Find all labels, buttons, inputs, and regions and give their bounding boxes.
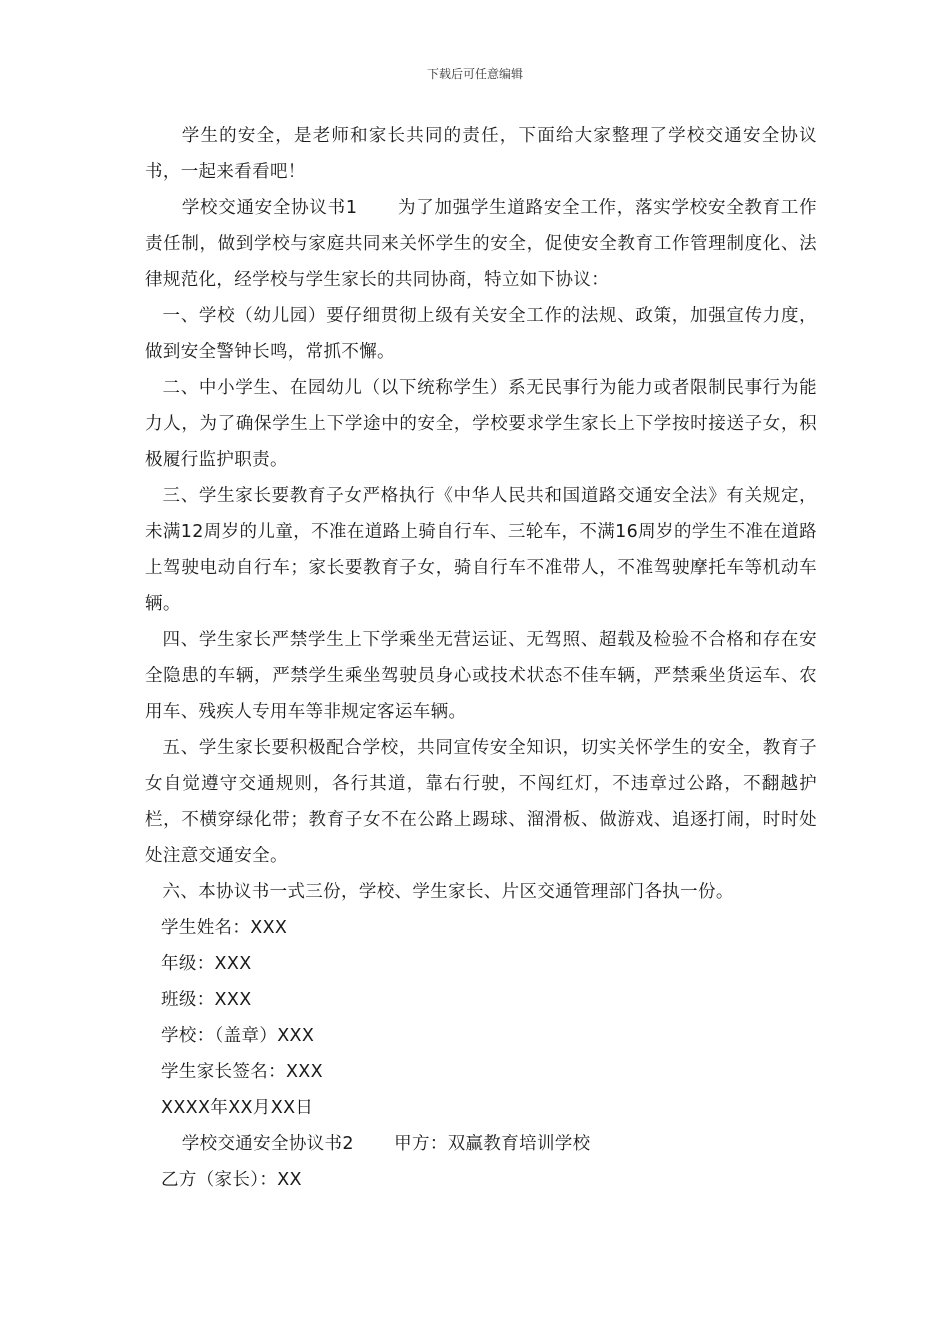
field-date: XXXX年XX月XX日 bbox=[161, 1098, 314, 1118]
field-class: 班级：XXX bbox=[161, 990, 252, 1010]
clause-5: 五、学生家长要积极配合学校，共同宣传安全知识，切实关怀学生的安全，教育子女自觉遵守交通规则，各行其道，靠右行驶，不闯红灯，不违章过公路，不翻越护栏，不横穿绿化带；教育子女不在公路上踢球、溜滑板、做游戏、追逐打闹，时时处处注意交通安全。 bbox=[145, 738, 817, 866]
field-school: 学校：（盖章）XXX bbox=[161, 1026, 315, 1046]
field-grade: 年级：XXX bbox=[161, 954, 252, 974]
agreement2-title: 学校交通安全协议书2 bbox=[181, 1134, 354, 1154]
agreement1-preamble: 为了加强学生道路安全工作，落实学校安全教育工作责任制，做到学校与家庭共同来关怀学生的安全，促使安全教育工作管理制度化、法律规范化，经学校与学生家长的共同协商，特立如下协议： bbox=[145, 198, 817, 290]
clause-6: 六、本协议书一式三份，学校、学生家长、片区交通管理部门各执一份。 bbox=[162, 882, 734, 902]
page-header-note: 下载后可任意编辑 bbox=[426, 67, 523, 81]
agreement2-party-a: 甲方：双赢教育培训学校 bbox=[394, 1134, 591, 1154]
agreement1-title: 学校交通安全协议书1 bbox=[181, 198, 358, 218]
agreement2-opening bbox=[145, 1126, 817, 1162]
agreement2-party-b: 乙方（家长）：XX bbox=[161, 1170, 302, 1190]
field-student-name: 学生姓名：XXX bbox=[161, 918, 288, 938]
field-parent-signature: 学生家长签名：XXX bbox=[161, 1062, 323, 1082]
clause-2: 二、中小学生、在园幼儿（以下统称学生）系无民事行为能力或者限制民事行为能力人，为了确保学生上下学途中的安全，学校要求学生家长上下学按时接送子女，积极履行监护职责。 bbox=[145, 378, 817, 470]
document-body bbox=[145, 118, 817, 1198]
clause-3: 三、学生家长要教育子女严格执行《中华人民共和国道路交通安全法》有关规定，未满12周岁的儿童，不准在道路上骑自行车、三轮车，不满16周岁的学生不准在道路上驾驶电动自行车；家长要教育子女，骑自行车不准带人，不准驾驶摩托车等机动车辆。 bbox=[145, 486, 817, 614]
clause-1: 一、学校（幼儿园）要仔细贯彻上级有关安全工作的法规、政策，加强宣传力度，做到安全警钟长鸣，常抓不懈。 bbox=[145, 306, 817, 362]
agreement1-opening bbox=[145, 190, 817, 298]
clause-4: 四、学生家长严禁学生上下学乘坐无营运证、无驾照、超载及检验不合格和存在安全隐患的车辆，严禁学生乘坐驾驶员身心或技术状态不佳车辆，严禁乘坐货运车、农用车、残疾人专用车等非规定客运车辆。 bbox=[145, 630, 817, 722]
intro-paragraph: 学生的安全，是老师和家长共同的责任，下面给大家整理了学校交通安全协议书，一起来看看吧！ bbox=[145, 126, 817, 182]
